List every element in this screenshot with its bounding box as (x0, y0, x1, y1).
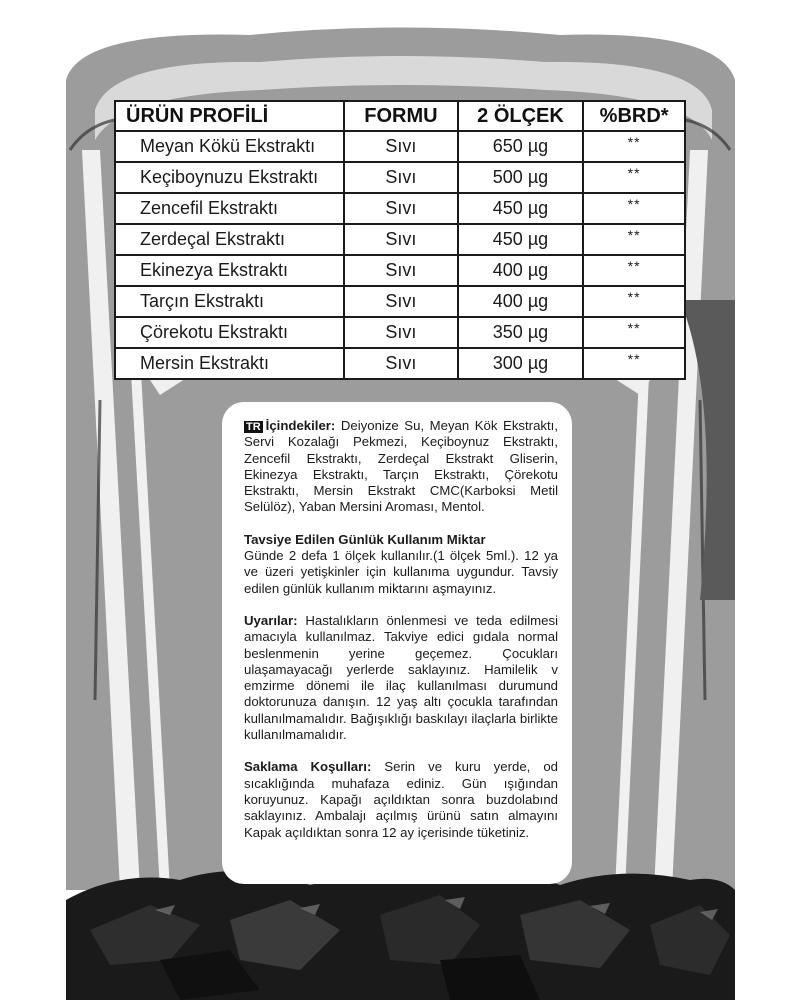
ingredient-form: Sıvı (344, 224, 458, 255)
coal-pile (66, 871, 735, 1000)
ingredient-amount: 450 µg (458, 193, 584, 224)
table-row (115, 193, 685, 224)
ingredient-name: Zerdeçal Ekstraktı (115, 224, 344, 255)
header-brd: %BRD* (583, 101, 685, 131)
usage-text: Günde 2 defa 1 ölçek kullanılır.(1 ölçek 5ml.). 12 ya ve üzeri yetişkinler için kullanıma uygundur. Tavsiy edilen günlük kullanım miktarını aşmayınız. (244, 548, 558, 596)
tr-language-badge: TR (246, 421, 261, 433)
ingredient-amount: 500 µg (458, 162, 584, 193)
table-row (115, 162, 685, 193)
table-row (115, 286, 685, 317)
table-row (115, 348, 685, 379)
warnings-section (244, 613, 558, 743)
ingredient-amount: 350 µg (458, 317, 584, 348)
info-text (244, 418, 558, 857)
ingredient-form: Sıvı (344, 286, 458, 317)
ingredient-brd: ** (583, 224, 685, 255)
ingredient-amount: 300 µg (458, 348, 584, 379)
table-row (115, 255, 685, 286)
ingredient-form: Sıvı (344, 193, 458, 224)
header-product-profile: ÜRÜN PROFİLİ (115, 101, 344, 131)
ingredient-name: Çörekotu Ekstraktı (115, 317, 344, 348)
ingredient-brd: ** (583, 162, 685, 193)
ingredient-brd: ** (583, 193, 685, 224)
ingredient-brd: ** (583, 348, 685, 379)
warnings-label: Uyarılar: (244, 612, 298, 628)
header-form: FORMU (344, 101, 458, 131)
ingredient-amount: 400 µg (458, 286, 584, 317)
ingredient-form: Sıvı (344, 255, 458, 286)
table-row (115, 224, 685, 255)
ingredient-amount: 650 µg (458, 131, 584, 162)
table-row (115, 131, 685, 162)
ingredient-brd: ** (583, 131, 685, 162)
ingredient-amount: 400 µg (458, 255, 584, 286)
ingredient-form: Sıvı (344, 348, 458, 379)
header-two-scoops: 2 ÖLÇEK (458, 101, 584, 131)
ingredients-text: Deiyonize Su, Meyan Kök Ekstraktı, Servi Kozalağı Pekmezi, Keçiboynuz Ekstraktı, Zencefil Ekstraktı, Zerdeçal Ekstrakt Gliserin, Ekinezya Ekstraktı, Tarçın Ekstraktı, Çörekotu Ekstraktı, Mersin Ekstrakt CMC(Karboksi Metil Selülöz), Yaban Mersini Aroması, Mentol. (244, 418, 558, 515)
ingredient-brd: ** (583, 317, 685, 348)
ingredient-name: Mersin Ekstraktı (115, 348, 344, 379)
storage-text: Serin ve kuru yerde, od sıcaklığında muhafaza ediniz. Gün ışığından koruyunuz. Kapağı açıldıktan sonra buzdolabınd saklayınız. Ambalajı açılmış ürünü satın almayını Kapak açıldıktan sonra 12 ay içerisinde tüketiniz. (244, 759, 558, 840)
ingredient-name: Meyan Kökü Ekstraktı (115, 131, 344, 162)
ingredient-form: Sıvı (344, 131, 458, 162)
ingredient-form: Sıvı (344, 162, 458, 193)
info-panel (222, 402, 572, 884)
table-header-row (115, 101, 685, 131)
usage-section (244, 532, 558, 597)
product-profile-table (114, 100, 686, 380)
ingredient-name: Tarçın Ekstraktı (115, 286, 344, 317)
storage-section (244, 759, 558, 840)
ingredients-label: İçindekiler: (265, 418, 336, 433)
ingredient-brd: ** (583, 286, 685, 317)
ingredient-brd: ** (583, 255, 685, 286)
warnings-text: Hastalıkların önlenmesi ve teda edilmesi amacıyla kullanılmaz. Takviye edici gıdala normal beslenmenin yerine geçemez. Çocukları ulaşamayacağı yerlerde saklayınız. Hamilelik v emzirme dönemi ile ilaç kullanılması durumund doktorunuza danışın. 12 yaş altı çocukla tarafından kullanılmamalıdır. Bağışıklığı baskılayı ilaçlarla birlikte kullanılmamalıdır. (244, 612, 558, 743)
table-row (115, 317, 685, 348)
ingredient-name: Zencefil Ekstraktı (115, 193, 344, 224)
ingredient-form: Sıvı (344, 317, 458, 348)
ingredient-name: Keçiboynuzu Ekstraktı (115, 162, 344, 193)
ingredient-name: Ekinezya Ekstraktı (115, 255, 344, 286)
ingredient-amount: 450 µg (458, 224, 584, 255)
ingredients-section (244, 418, 558, 516)
storage-label: Saklama Koşulları: (244, 759, 372, 775)
usage-label: Tavsiye Edilen Günlük Kullanım Miktar (244, 531, 486, 547)
